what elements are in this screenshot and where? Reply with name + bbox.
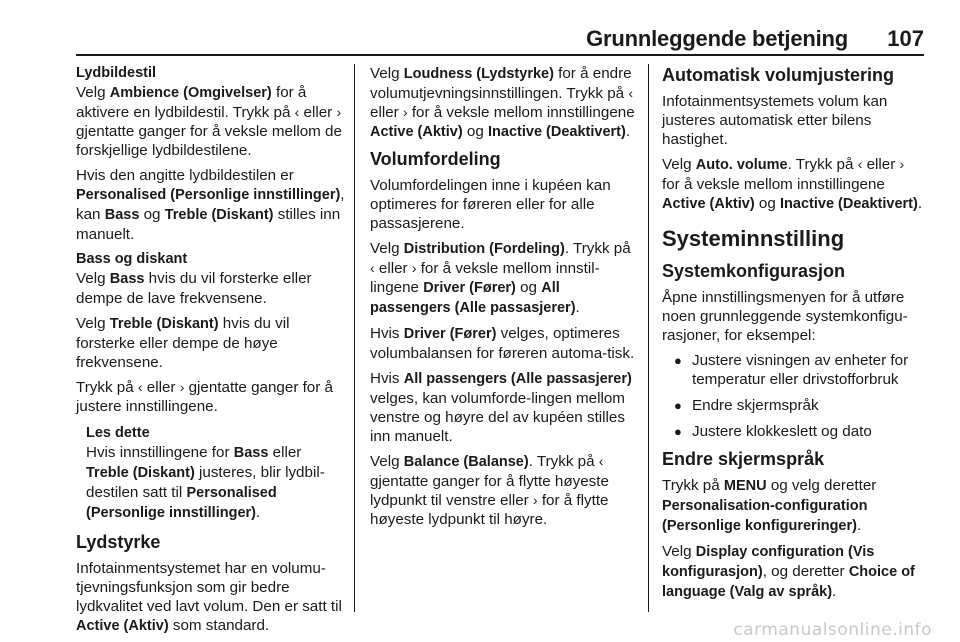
note-box <box>86 424 346 523</box>
chevron-right-icon: › <box>532 492 538 508</box>
page-header <box>0 0 960 56</box>
paragraph: Volumfordelingen inne i kupéen kan optimeres for føreren eller for alle passasjerene. <box>370 177 611 232</box>
chevron-right-icon: › <box>336 104 342 120</box>
chevron-right-icon: › <box>411 260 417 276</box>
note-text: Hvis innstillingene for Bass eller Treble (Diskant) justeres, blir lydbil-destilen satt til Personalised (Personlige innstillinger). <box>86 444 325 521</box>
heading-systemkonfigurasjon: Systemkonfigurasjon <box>662 261 846 281</box>
paragraph: Hvis All passengers (Alle passasjerer) velges, kan volumforde-lingen mellom venstre og høyre del av kupéen stilles inn manuelt. <box>370 370 632 445</box>
chevron-right-icon: › <box>402 104 408 120</box>
bullet-list <box>662 351 926 441</box>
watermark: carmanualsonline.info <box>733 620 932 640</box>
header-title: Grunnleggende betjening <box>586 26 848 51</box>
paragraph: Hvis den angitte lydbildestilen er Personalised (Personlige innstillinger), kan Bass og Treble (Diskant) stilles inn manuelt. <box>76 167 345 243</box>
heading-lydbildestil: Lydbildestil <box>76 65 157 81</box>
paragraph: Velg Treble (Diskant) hvis du vil forsterke eller dempe de høye frekvensene. <box>76 315 290 371</box>
chevron-left-icon: ‹ <box>857 156 863 172</box>
chevron-left-icon: ‹ <box>370 260 375 276</box>
list-item: ● Justere klokkeslett og dato <box>674 423 872 440</box>
paragraph: Åpne innstillingsmenyen for å utføre noen grunnleggende systemkonfigu-rasjoner, for eksempel: <box>662 289 908 344</box>
paragraph: Velg Ambience (Omgivelser) for å aktivere en lydbildestil. Trykk på ‹ eller › gjentatte ganger for å veksle mellom de forskjellige lydbildestilene. <box>76 84 342 159</box>
heading-endre-skjermsprak: Endre skjermspråk <box>662 449 825 469</box>
list-item: ● Justere visningen av enheter for temperatur eller drivstofforbruk <box>674 352 909 388</box>
heading-systeminnstilling: Systeminnstilling <box>662 226 845 251</box>
chevron-left-icon: ‹ <box>294 104 300 120</box>
heading-lydstyrke: Lydstyrke <box>76 532 161 552</box>
chevron-left-icon: ‹ <box>598 453 604 469</box>
bullet-icon: ● <box>674 398 682 413</box>
heading-automatisk-volumjustering: Automatisk volumjustering <box>662 65 895 85</box>
paragraph: Velg Bass hvis du vil forsterke eller dempe de lave frekvensene. <box>76 270 312 307</box>
column-1 <box>76 64 346 642</box>
chevron-right-icon: › <box>179 379 185 395</box>
paragraph: Infotainmentsystemets volum kan justeres automatisk etter bilens hastighet. <box>662 93 888 148</box>
paragraph: Velg Loudness (Lydstyrke) for å endre volumutjevningsinnstillingen. Trykk på ‹ eller › for å veksle mellom innstillingene Active (Aktiv) og Inactive (Deaktivert). <box>370 65 635 140</box>
paragraph: Trykk på MENU og velg deretter Personalisation-configuration (Personlige konfigureringer). <box>662 477 877 534</box>
paragraph: Velg Display configuration (Vis konfigurasjon), og deretter Choice of language (Valg av språk). <box>662 543 915 600</box>
heading-volumfordeling: Volumfordeling <box>370 149 501 169</box>
chevron-right-icon: › <box>899 156 905 172</box>
paragraph: Hvis Driver (Fører) velges, optimeres volumbalansen for føreren automa-tisk. <box>370 325 635 362</box>
list-item: ● Endre skjermspråk <box>674 397 819 414</box>
column-3 <box>662 64 926 608</box>
paragraph: Infotainmentsystemet har en volumu-tjevningsfunksjon som gir bedre lydkvalitet ved lavt volum. Den er satt til Active (Aktiv) som standard. <box>76 560 342 634</box>
chevron-left-icon: ‹ <box>628 85 633 101</box>
column-divider-2 <box>648 64 649 612</box>
bullet-icon: ● <box>674 353 682 368</box>
paragraph: Velg Distribution (Fordeling). Trykk på ‹ eller › for å veksle mellom innstil-lingene Driver (Fører) og All passengers (Alle passasjerer). <box>370 240 631 316</box>
paragraph: Trykk på ‹ eller › gjentatte ganger for å justere innstillingene. <box>76 379 333 415</box>
page-number: 107 <box>887 26 924 51</box>
header-rule <box>76 54 924 56</box>
bullet-icon: ● <box>674 424 682 439</box>
heading-bass-og-diskant: Bass og diskant <box>76 251 188 267</box>
column-divider-1 <box>354 64 355 612</box>
paragraph: Velg Balance (Balanse). Trykk på ‹ gjentatte ganger for å flytte høyeste lydpunkt til venstre eller › for å flytte høyeste lydpunkt til høyre. <box>370 453 609 528</box>
chevron-left-icon: ‹ <box>137 379 143 395</box>
note-heading: Les dette <box>86 425 150 441</box>
column-2 <box>370 64 638 535</box>
paragraph: Velg Auto. volume. Trykk på ‹ eller › for å veksle mellom innstillingene Active (Aktiv) og Inactive (Deaktivert). <box>662 156 923 212</box>
